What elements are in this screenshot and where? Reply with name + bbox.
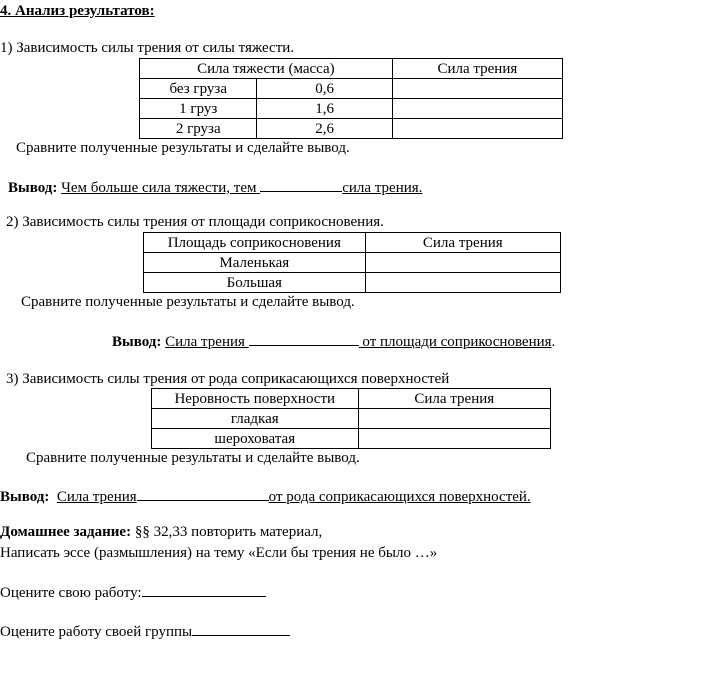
conclusion-text-end: от площади соприкосновения — [358, 334, 552, 350]
part3-table — [151, 388, 551, 449]
part2-heading: 2) Зависимость силы трения от площади соприкосновения. — [6, 214, 384, 230]
homework-label: Домашнее задание: — [0, 524, 132, 540]
part3-conclusion — [0, 486, 531, 506]
group-rating — [0, 621, 290, 641]
table-cell-value: 1,6 — [257, 99, 392, 119]
conclusion-blank[interactable] — [260, 177, 342, 192]
table-row — [152, 409, 551, 429]
table-header-cell: Неровность поверхности — [152, 389, 359, 409]
part3-instruction: Сравните полученные результаты и сделайте вывод. — [26, 450, 360, 466]
conclusion-period: . — [551, 334, 556, 350]
conclusion-text-end: от рода соприкасающихся поверхностей. — [268, 489, 531, 505]
table-cell-friction[interactable] — [392, 119, 562, 139]
conclusion-label: Вывод: — [0, 489, 50, 505]
part1-heading: 1) Зависимость силы трения от силы тяжести. — [0, 40, 295, 56]
part1-conclusion — [8, 177, 422, 197]
group-rating-label: Оцените работу своей группы — [0, 624, 193, 640]
table-header-cell: Сила трения — [392, 59, 562, 79]
table-cell-friction[interactable] — [365, 253, 560, 273]
homework-line2: Написать эссе (размышления) на тему «Если бы трения не было …» — [0, 545, 438, 561]
table-cell-friction[interactable] — [358, 429, 550, 449]
table-header-cell: Площадь соприкосновения — [144, 233, 366, 253]
table-row — [140, 99, 563, 119]
table-cell-label: гладкая — [152, 409, 359, 429]
table-cell-label: Большая — [144, 273, 366, 293]
part2-conclusion — [112, 331, 555, 351]
table-cell-label: 2 груза — [140, 119, 257, 139]
table-cell-friction[interactable] — [392, 79, 562, 99]
table-cell-value: 0,6 — [257, 79, 392, 99]
conclusion-label: Вывод: — [8, 180, 58, 196]
table-row — [144, 273, 561, 293]
table-cell-label: 1 груз — [140, 99, 257, 119]
conclusion-label: Вывод: — [112, 334, 162, 350]
table-cell-label: без груза — [140, 79, 257, 99]
conclusion-text-start: Чем больше сила тяжести, тем — [61, 180, 261, 196]
part3-heading: 3) Зависимость силы трения от рода соприкасающихся поверхностей — [6, 371, 450, 387]
table-cell-friction[interactable] — [358, 409, 550, 429]
conclusion-blank[interactable] — [137, 486, 269, 501]
homework-text: §§ 32,33 повторить материал, — [131, 524, 323, 540]
table-header-row — [144, 233, 561, 253]
conclusion-text-end: сила трения. — [342, 180, 423, 196]
table-cell-value: 2,6 — [257, 119, 392, 139]
table-header-row — [140, 59, 563, 79]
part1-instruction: Сравните полученные результаты и сделайте вывод. — [16, 140, 350, 156]
table-header-cell: Сила тяжести (масса) — [140, 59, 393, 79]
table-cell-friction[interactable] — [365, 273, 560, 293]
table-cell-label: шероховатая — [152, 429, 359, 449]
conclusion-text-start: Сила трения — [56, 489, 137, 505]
table-row — [144, 253, 561, 273]
conclusion-blank[interactable] — [249, 331, 359, 346]
self-rating-blank[interactable] — [142, 582, 266, 597]
group-rating-blank[interactable] — [192, 621, 290, 636]
table-row — [140, 79, 563, 99]
table-header-row — [152, 389, 551, 409]
table-row — [152, 429, 551, 449]
self-rating — [0, 582, 266, 602]
table-header-cell: Сила трения — [365, 233, 560, 253]
part1-table — [139, 58, 563, 139]
table-row — [140, 119, 563, 139]
table-cell-label: Маленькая — [144, 253, 366, 273]
table-header-cell: Сила трения — [358, 389, 550, 409]
part2-instruction: Сравните полученные результаты и сделайте вывод. — [21, 294, 355, 310]
self-rating-label: Оцените свою работу: — [0, 585, 142, 601]
part2-table — [143, 232, 561, 293]
homework-line1 — [0, 523, 322, 541]
section-title: 4. Анализ результатов: — [0, 3, 155, 19]
table-cell-friction[interactable] — [392, 99, 562, 119]
conclusion-text-start: Сила трения — [165, 334, 249, 350]
